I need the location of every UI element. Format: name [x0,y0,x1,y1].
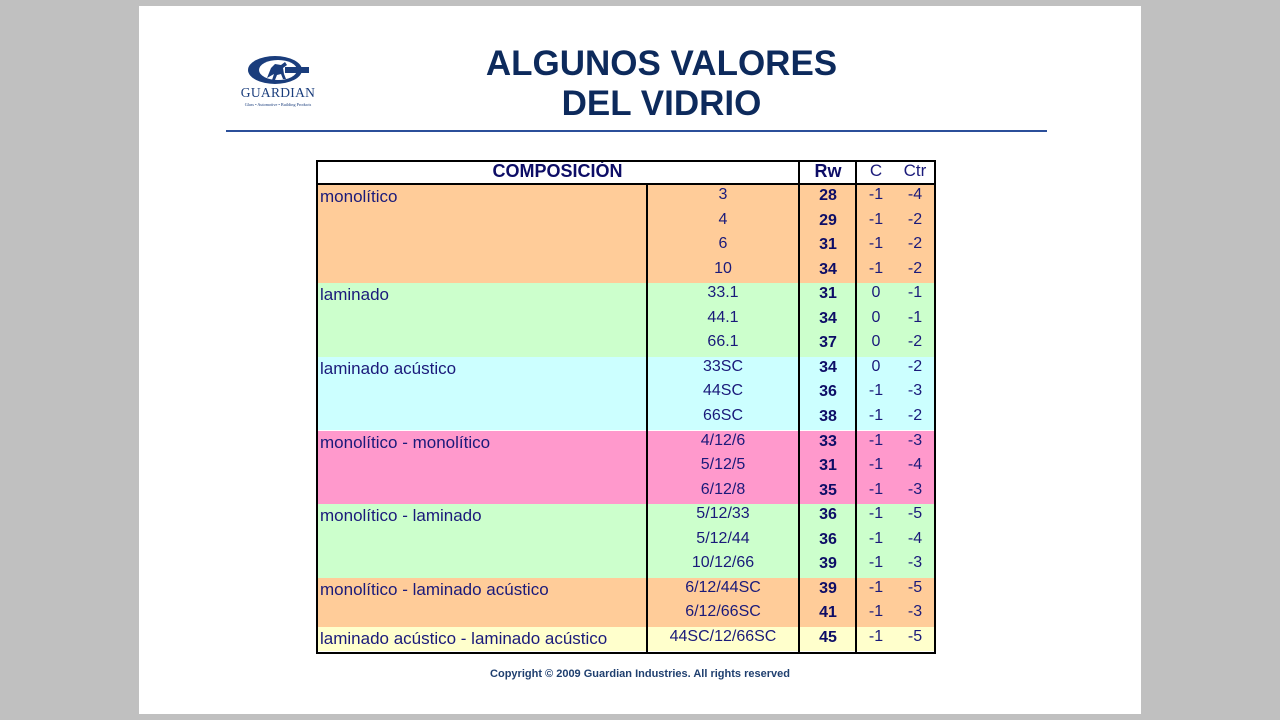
ctr-cell: -4 [907,529,923,547]
ctr-cell: -1 [907,284,923,302]
c-cell: -1 [868,406,884,424]
header-ctr: Ctr [903,161,927,180]
rw-cell: 34 [819,309,837,327]
ctr-cell: -1 [907,308,923,326]
rw-cell: 34 [819,358,837,376]
title-line-1: ALGUNOS VALORES [485,44,838,83]
ctr-cell: -2 [907,357,923,375]
title-line-2: DEL VIDRIO [561,84,762,123]
title-divider [226,130,1047,132]
group-label: monolítico - laminado [320,506,482,526]
logo-tagline: Glass • Automotive • Building Products [244,102,312,107]
header-rw: Rw [814,161,842,181]
ctr-cell: -4 [907,456,923,474]
c-cell: -1 [868,554,884,572]
guardian-logo [235,54,321,114]
composition-cell: 66SC [702,406,744,424]
composition-cell: 44.1 [707,308,739,326]
ctr-cell: -2 [907,259,923,277]
rw-cell: 31 [819,457,837,475]
c-cell: -1 [868,186,884,203]
rw-column-divider [798,160,800,654]
c-cell: -1 [868,505,884,523]
c-cell: -1 [868,431,884,449]
rw-cell: 31 [819,285,837,303]
c-cell: -1 [868,529,884,547]
composition-cell: 4/12/6 [700,431,746,449]
composition-cell: 6/12/66SC [685,603,761,621]
rw-cell: 38 [819,407,837,425]
c-cell: -1 [868,480,884,498]
slide [139,6,1141,714]
logo-name: GUARDIAN [240,85,316,100]
ctr-cell: -3 [907,603,923,621]
header-divider [316,183,936,185]
composition-cell: 33.1 [707,284,739,302]
rw-cell: 29 [819,211,837,229]
c-cell: -1 [868,456,884,474]
ctr-cell: -3 [907,480,923,498]
c-cell: -1 [868,210,884,228]
group-label: monolítico [320,187,398,206]
ctr-cell: -2 [907,235,923,253]
composition-cell: 10 [714,259,732,277]
c-cell: 0 [871,308,881,326]
composition-cell: 6 [718,235,728,253]
copyright: Copyright © 2009 Guardian Industries. All rights reserved [490,668,790,680]
header-c: C [869,161,883,180]
c-column-divider [855,160,857,654]
ctr-cell: -4 [907,186,923,203]
rw-cell: 28 [819,187,837,204]
c-cell: 0 [871,284,881,302]
group-label: laminado acústico - laminado acústico [320,628,608,648]
acoustic-values-table [316,160,936,654]
rw-cell: 34 [819,260,837,278]
ctr-cell: -5 [907,627,923,645]
ctr-cell: -2 [907,406,923,424]
composition-cell: 6/12/8 [700,480,746,498]
group-label: monolítico - laminado acústico [320,579,549,599]
ctr-cell: -2 [907,333,923,351]
group-label: laminado [320,285,389,305]
composition-cell: 33SC [702,357,744,375]
rw-cell: 36 [819,506,837,524]
c-cell: -1 [868,578,884,596]
composition-cell: 5/12/33 [696,505,750,523]
c-cell: 0 [871,357,881,375]
composition-cell: 6/12/44SC [685,578,761,596]
rw-cell: 36 [819,530,837,548]
group-label: laminado acústico [320,358,457,378]
composition-cell: 4 [718,210,728,228]
page-title [389,44,934,124]
rw-cell: 39 [819,555,837,573]
rw-cell: 31 [819,236,837,254]
rw-cell: 45 [819,628,837,646]
composition-column-divider [646,184,648,654]
composition-cell: 44SC/12/66SC [669,627,777,645]
ctr-cell: -3 [907,431,923,449]
c-cell: -1 [868,603,884,621]
c-cell: -1 [868,627,884,645]
c-cell: -1 [868,259,884,277]
table-border [316,160,936,654]
ctr-cell: -3 [907,382,923,400]
rw-cell: 36 [819,383,837,401]
guardian-emblem-icon [245,54,309,86]
ctr-cell: -2 [907,210,923,228]
composition-cell: 66.1 [707,333,739,351]
rw-cell: 33 [819,432,837,450]
c-cell: -1 [868,382,884,400]
header-composition: COMPOSICIÓN [492,161,623,181]
rw-cell: 39 [819,579,837,597]
rw-cell: 41 [819,604,837,622]
composition-cell: 10/12/66 [691,554,755,572]
composition-cell: 5/12/5 [700,456,746,474]
ctr-cell: -5 [907,505,923,523]
rw-cell: 37 [819,334,837,352]
composition-cell: 44SC [702,382,744,400]
ctr-cell: -3 [907,554,923,572]
composition-cell: 3 [718,186,728,203]
c-cell: -1 [868,235,884,253]
ctr-cell: -5 [907,578,923,596]
rw-cell: 35 [819,481,837,499]
composition-cell: 5/12/44 [696,529,750,547]
c-cell: 0 [871,333,881,351]
group-label: monolítico - monolítico [320,432,491,452]
